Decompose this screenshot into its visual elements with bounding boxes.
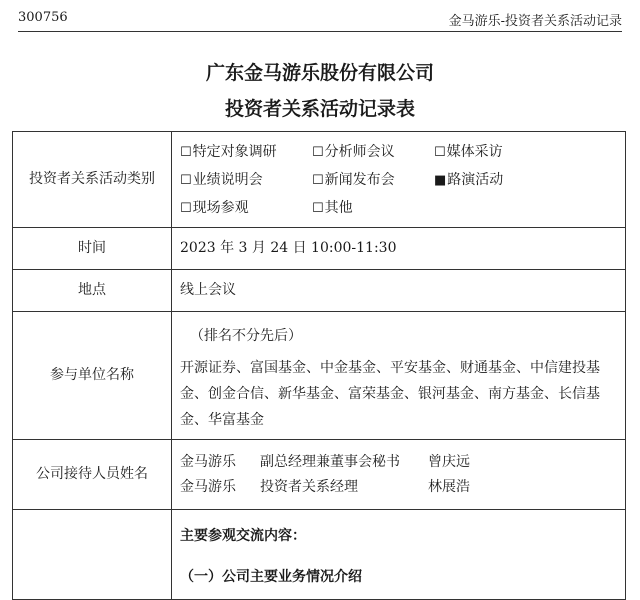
value-participants <box>172 312 626 440</box>
document-header-title: 金马游乐-投资者关系活动记录 <box>448 14 622 29</box>
participants-list: 开源证券、富国基金、中金基金、平安基金、财通基金、中信建投基金、创金合信、新华基金、富荣基金、银河基金、南方基金、长信基金、华富基金 <box>180 360 600 428</box>
label-participants: 参与单位名称 <box>13 312 172 440</box>
company-name: 广东金马游乐股份有限公司 <box>205 62 434 84</box>
label-category: 投资者关系活动类别 <box>13 132 172 228</box>
option-earnings-call: ☐业绩说明会 <box>180 172 263 188</box>
options-grid <box>180 134 617 225</box>
value-place: 线上会议 <box>172 270 626 312</box>
option-press-conference: ☐新闻发布会 <box>312 172 395 188</box>
staff-company: 金马游乐 <box>180 478 236 495</box>
header-divider <box>18 31 622 32</box>
record-table <box>12 131 626 600</box>
staff-name: 曾庆远 <box>428 453 470 470</box>
staff-row <box>180 450 617 475</box>
participants-note: （排名不分先后） <box>190 328 302 344</box>
value-staff <box>172 440 626 510</box>
content-section-1: （一）公司主要业务情况介绍 <box>180 569 362 585</box>
row-content <box>13 510 626 600</box>
option-site-visit: ☐现场参观 <box>180 200 249 216</box>
label-place: 地点 <box>13 270 172 312</box>
row-staff <box>13 440 626 510</box>
form-title: 投资者关系活动记录表 <box>224 98 415 120</box>
staff-title: 投资者关系经理 <box>260 478 358 495</box>
staff-name: 林展浩 <box>428 478 470 495</box>
option-analyst-meeting: ☐分析师会议 <box>312 144 395 160</box>
checkbox-checked-icon: ■ <box>434 173 447 188</box>
label-content-empty <box>13 510 172 600</box>
option-other: ☐其他 <box>312 200 353 216</box>
staff-row <box>180 475 617 500</box>
row-category <box>13 132 626 228</box>
row-time <box>13 228 626 270</box>
stock-code: 300756 <box>18 10 68 25</box>
row-participants <box>13 312 626 440</box>
option-media-interview: ☐媒体采访 <box>434 144 503 160</box>
checkbox-empty-icon: ☐ <box>180 145 192 160</box>
checkbox-empty-icon: ☐ <box>180 173 192 188</box>
checkbox-empty-icon: ☐ <box>312 201 324 216</box>
staff-title: 副总经理兼董事会秘书 <box>260 453 400 470</box>
value-time: 2023 年 3 月 24 日 10:00-11:30 <box>172 228 626 270</box>
checkbox-empty-icon: ☐ <box>312 145 324 160</box>
row-place <box>13 270 626 312</box>
category-options <box>172 132 626 228</box>
checkbox-empty-icon: ☐ <box>312 173 324 188</box>
checkbox-empty-icon: ☐ <box>434 145 446 160</box>
staff-company: 金马游乐 <box>180 453 236 470</box>
checkbox-empty-icon: ☐ <box>180 201 192 216</box>
content-heading: 主要参观交流内容： <box>180 528 306 544</box>
option-specific-research: ☐特定对象调研 <box>180 144 277 160</box>
option-roadshow: ■路演活动 <box>434 172 504 188</box>
value-content <box>172 510 626 600</box>
label-time: 时间 <box>13 228 172 270</box>
label-staff: 公司接待人员姓名 <box>13 440 172 510</box>
